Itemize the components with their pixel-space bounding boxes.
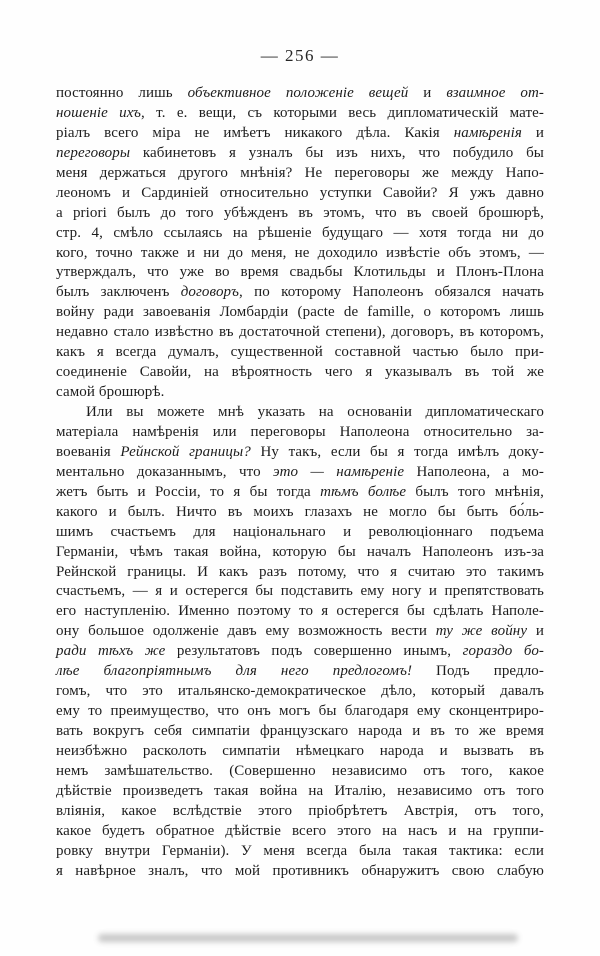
text-run: результатовъ подъ совершенно инымъ,: [165, 643, 463, 660]
text-line: [56, 204, 544, 224]
text-run: ментально доказаннымъ, что: [56, 463, 274, 480]
text-run: леономъ и Сардиніей относительно уступки Савойи? Я ужъ давно: [56, 184, 544, 201]
text-run: утверждалъ, что уже во время свадьбы Клотильды и Плонъ-Плона: [56, 264, 544, 281]
text-run: , т. е. вещи, съ которыми весь дипломатическій мате-: [141, 104, 544, 121]
text-line: [56, 563, 544, 583]
text-run: a priori былъ до того убѣжденъ въ этомъ, что въ своей брошюрѣ,: [56, 204, 544, 221]
text-line: [56, 842, 544, 862]
text-line: [56, 164, 544, 184]
text-run: кого, точно также и ни до меня, не доходило извѣстіе объ этомъ, —: [56, 244, 544, 261]
italic-text-run: переговоры: [56, 144, 131, 161]
italic-text-run: договоръ: [180, 284, 240, 301]
text-run: неизбѣжно расколоть симпатіи нѣмецкаго народа и вызвать въ: [56, 742, 544, 759]
text-line: [56, 662, 544, 682]
text-run: гомъ, что это итальянско-демократическое дѣло, который давалъ: [56, 683, 544, 700]
text-run: жетъ быть и Россіи, то я бы тогда: [56, 483, 321, 500]
text-run: немъ замѣшательство. (Совершенно независимо отъ того, какое: [56, 762, 544, 779]
page-number: — 256 —: [260, 46, 340, 65]
text-run: соединеніе Савойи, на вѣроятность чего я указывалъ въ той же: [56, 364, 544, 381]
text-line: [56, 582, 544, 602]
text-line: [56, 762, 544, 782]
text-line: [56, 423, 544, 443]
text-line: [56, 802, 544, 822]
text-line: [56, 503, 544, 523]
text-run: какъ я всегда думалъ, существенной составной частью было при-: [56, 344, 544, 361]
text-line: [56, 543, 544, 563]
text-line: [56, 263, 544, 283]
text-run: , по которому Наполеонъ обязался начать: [239, 284, 544, 301]
text-line: [56, 742, 544, 762]
text-run: Или вы можете мнѣ указать на основаніи дипломатическаго: [86, 404, 544, 420]
text-line: [56, 283, 544, 303]
text-line: [56, 463, 544, 483]
text-run: ровку внутри Германіи). У меня всегда была такая тактика: если: [56, 842, 544, 859]
text-run: самой брошюрѣ.: [56, 384, 165, 401]
text-line: [56, 822, 544, 842]
paragraph: [56, 84, 544, 403]
text-line: [56, 124, 544, 144]
scan-blur-artifact: [98, 934, 518, 942]
text-run: какое будетъ обратное дѣйствіе всего этого на насъ и на группи-: [56, 822, 544, 839]
text-run: Рейнской границы. И какъ разъ потому, что я считаю это такимъ: [56, 563, 544, 580]
italic-text-run: это — намѣреніе: [273, 463, 405, 480]
italic-text-run: взаимное от-: [446, 85, 544, 101]
text-line: [56, 483, 544, 503]
text-line: [56, 403, 544, 423]
text-run: я навѣрное зналъ, что мой противникъ обнаружитъ свою слабую: [56, 862, 544, 879]
text-line: [56, 363, 544, 383]
text-run: былъ заключенъ: [56, 284, 181, 301]
text-run: постоянно лишь: [56, 85, 188, 101]
text-line: [56, 144, 544, 164]
text-line: [56, 722, 544, 742]
text-run: и: [521, 124, 544, 141]
text-run: Наполеона, а мо-: [404, 463, 544, 480]
text-line: [56, 862, 544, 882]
paragraph: [56, 403, 544, 882]
text-run: стр. 4, смѣло ссылаясь на рѣшеніе будущаго — хотя тогда ни до: [56, 224, 544, 241]
text-line: [56, 523, 544, 543]
text-line: [56, 343, 544, 363]
text-run: меня держаться другого мнѣнія? Не переговоры же между Напо-: [56, 164, 544, 181]
text-line: [56, 642, 544, 662]
text-run: Подъ предло-: [412, 663, 544, 680]
text-run: Ну такъ, если бы я тогда имѣлъ доку-: [250, 443, 544, 460]
text-run: былъ того мнѣнія,: [406, 483, 545, 500]
text-run: войну ради завоеванія Ломбардіи (pacte de famille, о которомъ лишь: [56, 304, 544, 321]
text-line: [56, 224, 544, 244]
italic-text-run: гораздо бо-: [462, 643, 545, 660]
text-run: вліянія, какое вслѣдствіе этого пріобрѣтетъ Австрія, отъ того,: [56, 802, 544, 819]
text-run: ону большое одолженіе давъ ему возможность вести: [56, 623, 436, 640]
text-line: [56, 622, 544, 642]
text-run: его наступленію. Именно поэтому то я остерегся бы сдѣлать Наполе-: [56, 603, 544, 620]
italic-text-run: намѣренія: [453, 124, 522, 141]
italic-text-run: тѣмъ болѣе: [320, 483, 407, 500]
text-run: и: [527, 623, 545, 640]
text-run: ріалъ всего міра не имѣетъ никакого дѣла. Какія: [56, 124, 454, 141]
text-run: вать вокругъ себя симпатіи французскаго народа и въ то же время: [56, 723, 544, 739]
text-line: [56, 383, 544, 403]
italic-text-run: Рейнской границы?: [120, 443, 251, 460]
text-line: [56, 323, 544, 343]
page-body: [56, 84, 544, 882]
italic-text-run: ту же войну: [435, 623, 528, 640]
italic-text-run: ради тѣхъ же: [56, 643, 166, 660]
text-line: [56, 303, 544, 323]
text-line: [56, 84, 544, 104]
text-run: кабинетовъ я узналъ бы изъ нихъ, что побудило бы: [130, 144, 544, 161]
text-line: [56, 104, 544, 124]
text-run: какого и былъ. Ничто въ моихъ глазахъ не могло бы быть бо́ль-: [56, 503, 544, 520]
text-run: дѣйствіе произведетъ такая война на Италію, независимо отъ того: [56, 782, 544, 799]
italic-text-run: лѣе благопріятнымъ для него предлогомъ!: [56, 663, 413, 680]
text-run: шимъ счастьемъ для національнаго и революціоннаго подъема: [56, 523, 544, 540]
text-run: Германіи, чѣмъ такая война, которую бы началъ Наполеонъ изъ-за: [56, 543, 544, 560]
text-line: [56, 782, 544, 802]
text-run: недавно стало извѣстно въ достаточной степени), договоръ, въ которомъ,: [56, 324, 544, 341]
italic-text-run: объективное положеніе вещей: [187, 85, 409, 101]
text-line: [56, 244, 544, 264]
text-line: [56, 443, 544, 463]
text-run: матеріала намѣренія или переговоры Наполеона относительно за-: [56, 423, 544, 440]
text-run: и: [408, 85, 447, 101]
text-run: ему то преимущество, что онъ могъ бы благодаря ему сконцентриро-: [56, 703, 544, 720]
text-line: [56, 602, 544, 622]
italic-text-run: ношеніе ихъ: [56, 104, 142, 121]
text-line: [56, 682, 544, 702]
text-run: воеванія: [56, 443, 121, 460]
text-line: [56, 184, 544, 204]
text-line: [56, 702, 544, 722]
text-run: счастьемъ, — я и остерегся бы подставить ему ногу и препятствовать: [56, 583, 544, 600]
